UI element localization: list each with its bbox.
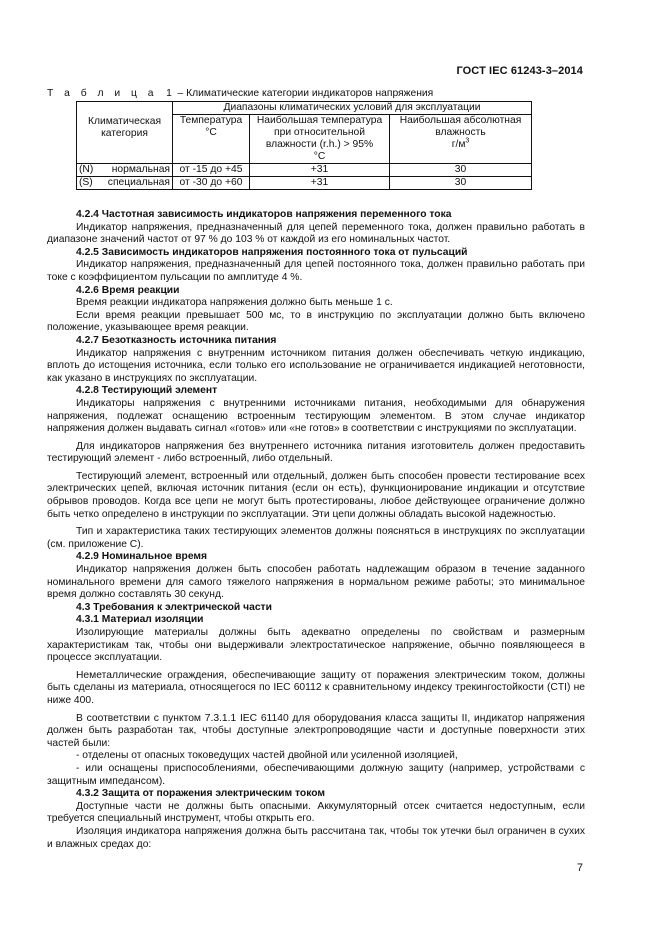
section-heading-4-3-1: 4.3.1 Материал изоляции <box>76 614 204 626</box>
table-row <box>77 164 532 177</box>
row-max-temperature: +31 <box>250 164 390 177</box>
paragraph: Тестирующий элемент, встроенный или отдельный, должен быть способен провести тестирование всех электрических цепей, включая источник питания (если он есть), функционирование индикации и отсутствие обрывов проводов. Когда все цепи не могут быть протестированы, любое действующее ограничение должно быть четко определено в инструкции по эксплуатации. Эти цепи должны обладать высокой надежностью. <box>47 470 585 520</box>
header-category: Климатическая категория <box>77 102 173 164</box>
row-category: специальная <box>98 177 173 190</box>
paragraph: Индикатор напряжения, предназначенный для цепей переменного тока, должен правильно работать в диапазоне значений частот от 97 % до 103 % от каждой из его номинальных частот. <box>47 221 585 246</box>
paragraph: Индикатор напряжения с внутренним источником питания должен обеспечивать четкую индикацию, вплоть до истощения источника, если только его использование не ограничивается индикацией неготовности, как указано в инструкциях по эксплуатации. <box>47 347 585 384</box>
climatic-categories-table <box>76 101 532 190</box>
row-temperature: от -15 до +45 <box>173 164 250 177</box>
paragraph: В соответствии с пунктом 7.3.1.1 IEC 61140 для оборудования класса защиты II, индикатор напряжения должен быть разработан так, чтобы доступные электропроводящие части и доступные поверхности этих частей были: <box>47 712 585 749</box>
row-humidity: 30 <box>390 164 532 177</box>
paragraph: Доступные части не должны быть опасными. Аккумуляторный отсек считается недоступным, если требуется специальный инструмент, чтобы открыть его. <box>47 800 585 825</box>
section-heading-4-2-6: 4.2.6 Время реакции <box>76 284 180 296</box>
standard-header: ГОСТ IEC 61243-3–2014 <box>456 65 583 77</box>
page-number: 7 <box>576 862 583 874</box>
table-caption <box>47 88 433 101</box>
row-humidity: 30 <box>390 177 532 190</box>
section-heading-4-2-4: 4.2.4 Частотная зависимость индикаторов напряжения переменного тока <box>76 209 452 220</box>
header-group: Диапазоны климатических условий для эксплуатации <box>173 102 532 115</box>
header-max-temperature: Наибольшая температура при относительной влажности (r.h.) > 95% °C <box>250 115 390 164</box>
paragraph: Время реакции индикатора напряжения должно быть меньше 1 с. <box>76 297 393 309</box>
list-item: - или оснащены приспособлениями, обеспечивающими должную защиту (например, устройствами с защитным импедансом). <box>47 762 585 787</box>
row-temperature: от -30 до +60 <box>173 177 250 190</box>
paragraph: Изолирующие материалы должны быть адекватно определены по свойствам и размерным характеристикам так, чтобы они выдерживали электростатическое напряжение, обычно появляющееся в процессе эксплуатации. <box>47 627 585 664</box>
section-heading-4-2-5: 4.2.5 Зависимость индикаторов напряжения постоянного тока от пульсаций <box>76 246 468 258</box>
row-category: нормальная <box>98 164 173 177</box>
row-code: (N) <box>77 164 98 177</box>
row-max-temperature: +31 <box>250 177 390 190</box>
paragraph: Неметаллические ограждения, обеспечивающие защиту от поражения электрическим током, должны быть сделаны из материала, относящегося по IEC 60112 к сравнительному индексу трекингостойкости (CTI) не ниже 400. <box>47 669 585 706</box>
paragraph: Для индикаторов напряжения без внутреннего источника питания изготовитель должен предоставить тестирующий элемент - либо встроенный, либо отдельный. <box>47 440 585 465</box>
paragraph: Индикаторы напряжения с внутренними источниками питания, необходимыми для обнаружения напряжения, подлежат оснащению встроенным тестирующим элементом. В этом случае индикатор напряжения должен выдавать сигнал «готов» или «не готов» в соответствии с инструкциями по эксплуатации. <box>47 397 585 435</box>
table-header-row-1 <box>77 102 532 115</box>
table-row <box>77 177 532 190</box>
document-body <box>47 209 585 851</box>
list-item: - отделены от опасных токоведущих частей двойной или усиленной изоляцией, <box>76 750 458 762</box>
section-heading-4-2-9: 4.2.9 Номинальное время <box>76 551 208 563</box>
paragraph: Индикатор напряжения должен быть способен работать надлежащим образом в течение заданного номинального времени для самого тяжелого напряжения в нормальном режиме работы; это минимальное время должно составлять 30 секунд. <box>47 564 585 601</box>
table-caption-title: – Климатические категории индикаторов напряжения <box>177 88 434 99</box>
section-heading-4-3-2: 4.3.2 Защита от поражения электрическим током <box>76 788 325 800</box>
section-heading-4-2-7: 4.2.7 Безотказность источника питания <box>76 334 277 346</box>
paragraph: Тип и характеристика таких тестирующих элементов должны поясняться в инструкциях по эксплуатации (см. приложение С). <box>47 526 585 550</box>
row-code: (S) <box>77 177 98 190</box>
header-humidity: Наибольшая абсолютная влажность $г/м^3$ <box>390 115 532 164</box>
paragraph: Если время реакции превышает 500 мс, то в инструкцию по эксплуатации должно быть включено положение, указывающее время реакции. <box>47 309 585 334</box>
table-caption-prefix: Т а б л и ц а <box>47 88 158 99</box>
header-temperature: Температура °C <box>173 115 250 164</box>
table-caption-number: 1 <box>166 88 172 99</box>
section-heading-4-2-8: 4.2.8 Тестирующий элемент <box>76 385 218 397</box>
paragraph: Изоляция индикатора напряжения должна быть рассчитана так, чтобы ток утечки был ограничен в сухих и влажных средах до: <box>47 825 585 850</box>
paragraph: Индикатор напряжения, предназначенный для цепей постоянного тока, должен правильно работать при токе с коэффициентом пульсации по амплитуде 4 %. <box>47 259 585 283</box>
section-heading-4-3: 4.3 Требования к электрической части <box>76 601 272 613</box>
